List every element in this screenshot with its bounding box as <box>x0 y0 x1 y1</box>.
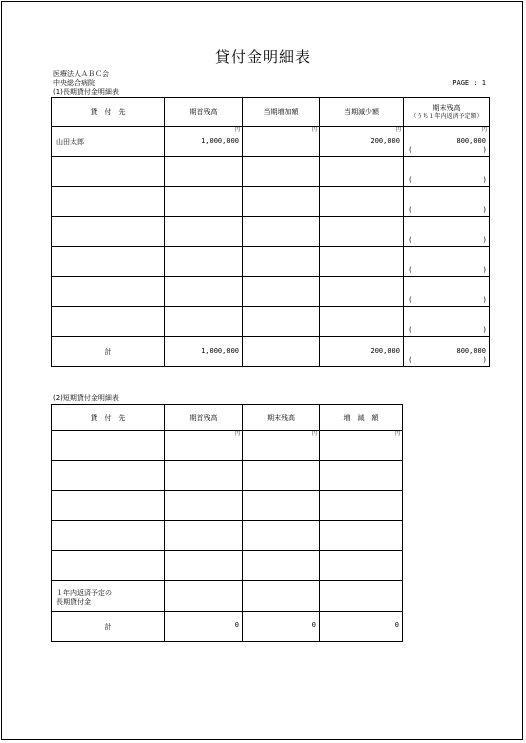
paren-close: ) <box>483 176 486 184</box>
long-term-total-row <box>52 337 490 367</box>
short-term-loan-table <box>51 404 403 642</box>
total-label: 計 <box>52 337 165 367</box>
paren-open: ( <box>409 236 412 244</box>
cell-decrease: 200,000 <box>370 137 400 145</box>
long-term-row <box>52 157 490 187</box>
paren-close: ) <box>483 326 486 334</box>
yen-unit: 円 <box>311 127 317 133</box>
header-increase: 当期増加額 <box>243 98 320 127</box>
paren-open: ( <box>409 356 412 364</box>
long-term-row <box>52 217 490 247</box>
short-term-row <box>52 431 403 461</box>
header-decrease: 当期減少額 <box>320 98 404 127</box>
short-term-row <box>52 491 403 521</box>
long-term-loan-table <box>51 97 490 367</box>
short-term-row <box>52 521 403 551</box>
paren-close: ) <box>483 146 486 154</box>
st-transfer-label <box>56 589 112 607</box>
total-ending: 800,000 <box>456 347 486 355</box>
header-beginning-balance: 期首残高 <box>165 98 243 127</box>
yen-unit: 円 <box>394 431 400 437</box>
long-term-row <box>52 277 490 307</box>
paren-open: ( <box>409 296 412 304</box>
header-ending-label: 期末残高 <box>432 104 461 112</box>
org-name: 医療法人ＡＢＣ会 <box>53 70 109 78</box>
st-transfer-label-line1: １年内返済予定の <box>56 589 112 597</box>
yen-unit: 円 <box>234 431 240 437</box>
header-lender: 貸 付 先 <box>52 98 165 127</box>
cell-beginning: 1,000,000 <box>201 137 239 145</box>
header-ending-note: （うち１年内返済予定額） <box>410 113 483 120</box>
st-header-lender: 貸 付 先 <box>52 405 165 431</box>
paren-close: ) <box>483 236 486 244</box>
paren-open: ( <box>409 176 412 184</box>
st-transfer-label-line2: 長期貸付金 <box>56 598 91 606</box>
short-term-section-title: (2)短期貸付金明細表 <box>53 394 119 402</box>
st-header-beginning: 期首残高 <box>165 405 243 431</box>
st-total-ending: 0 <box>311 621 316 629</box>
document-title: 貸付金明細表 <box>214 48 311 66</box>
long-term-header-row <box>52 98 490 127</box>
long-term-row <box>52 307 490 337</box>
paren-open: ( <box>409 326 412 334</box>
short-term-header-row <box>52 405 403 431</box>
st-header-ending: 期末残高 <box>243 405 320 431</box>
st-total-row <box>52 612 403 642</box>
st-total-label: 計 <box>52 612 165 642</box>
paren-open: ( <box>409 206 412 214</box>
facility-name: 中央総合病院 <box>53 79 95 87</box>
short-term-row <box>52 551 403 581</box>
long-term-section-title: (1)長期貸付金明細表 <box>53 88 119 96</box>
yen-unit: 円 <box>395 127 401 133</box>
long-term-row <box>52 127 490 157</box>
paren-close: ) <box>483 206 486 214</box>
short-term-row <box>52 461 403 491</box>
page-number: PAGE : 1 <box>452 79 486 87</box>
st-total-beginning: 0 <box>234 621 239 629</box>
yen-unit: 円 <box>311 431 317 437</box>
total-decrease: 200,000 <box>370 347 400 355</box>
long-term-row <box>52 187 490 217</box>
cell-lender-name: 山田太郎 <box>56 138 84 146</box>
paren-close: ) <box>483 296 486 304</box>
cell-ending: 800,000 <box>456 137 486 145</box>
paren-close: ) <box>483 266 486 274</box>
paren-open: ( <box>409 266 412 274</box>
yen-unit: 円 <box>481 127 487 133</box>
long-term-row <box>52 247 490 277</box>
total-beginning: 1,000,000 <box>201 347 239 355</box>
header-ending-balance <box>404 98 490 127</box>
st-total-change: 0 <box>394 621 399 629</box>
yen-unit: 円 <box>234 127 240 133</box>
paren-close: ) <box>483 356 486 364</box>
st-transfer-row <box>52 581 403 612</box>
paren-open: ( <box>409 146 412 154</box>
st-header-change: 増 減 額 <box>320 405 403 431</box>
